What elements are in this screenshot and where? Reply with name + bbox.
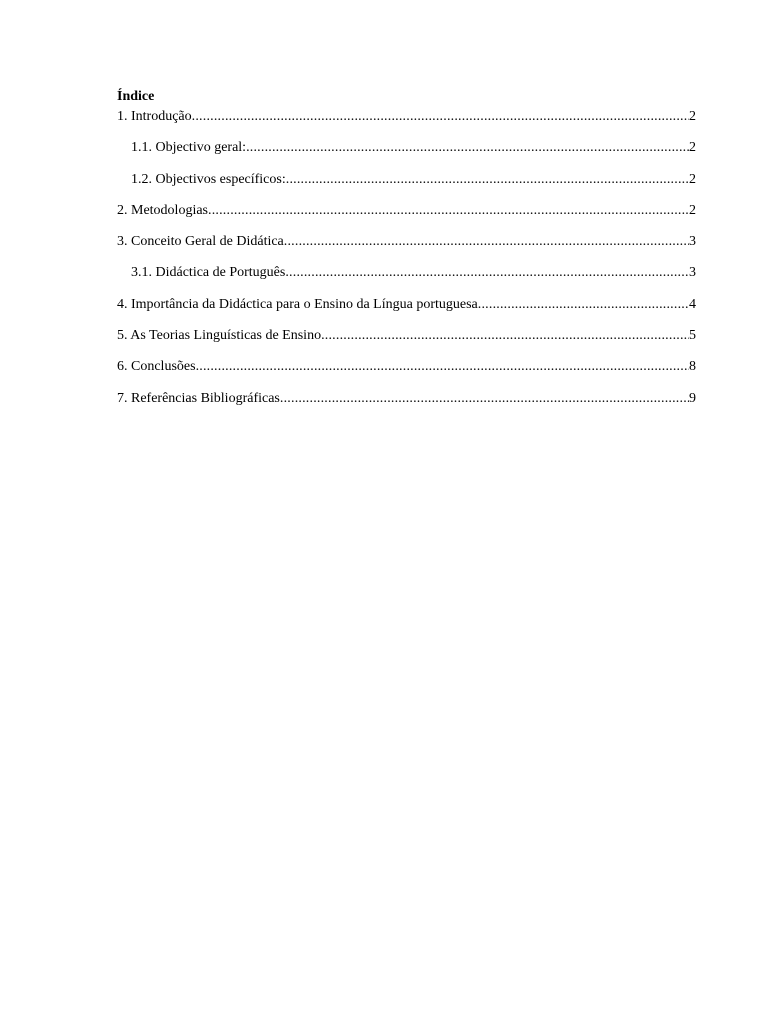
toc-entry-label: 1.1. Objectivo geral: [131, 140, 247, 156]
toc-entry-label: 2. Metodologias [117, 202, 208, 218]
toc-entry-label: 7. Referências Bibliográficas [117, 390, 280, 406]
toc-entry-didactica-portugues[interactable] [117, 263, 696, 283]
toc-dot-leader [246, 138, 689, 158]
toc-entry-importancia-didactica[interactable] [117, 295, 696, 315]
toc-entry-introducao[interactable] [117, 107, 696, 127]
toc-entry-page: 4 [689, 296, 696, 312]
toc-entry-label: 3.1. Didáctica de Português [131, 265, 286, 281]
toc-entry-label: 6. Conclusões [117, 359, 196, 375]
toc-entry-page: 3 [689, 234, 696, 250]
toc-entry-referencias[interactable] [117, 389, 696, 409]
toc-dot-leader [286, 170, 689, 190]
toc-dot-leader [478, 295, 689, 315]
toc-entry-label: 3. Conceito Geral de Didática [117, 234, 284, 250]
toc-entry-page: 9 [689, 390, 696, 406]
toc-entry-page: 3 [689, 265, 696, 281]
toc-entry-label: 4. Importância da Didáctica para o Ensino da Língua portuguesa [117, 296, 478, 312]
toc-entry-conceito-geral[interactable] [117, 232, 696, 252]
toc-dot-leader [192, 107, 689, 127]
toc-entry-objectivos-especificos[interactable] [117, 170, 696, 190]
toc-dot-leader [285, 263, 689, 283]
toc-dot-leader [196, 357, 689, 377]
toc-dot-leader [284, 232, 689, 252]
toc-entry-page: 2 [689, 140, 696, 156]
toc-entry-page: 5 [689, 328, 696, 344]
toc-entry-objectivo-geral[interactable] [117, 138, 696, 158]
toc-entry-page: 2 [689, 202, 696, 218]
toc-title: Índice [117, 89, 155, 104]
toc-entry-page: 2 [689, 171, 696, 187]
toc-entry-teorias-linguisticas[interactable] [117, 326, 696, 346]
toc-dot-leader [208, 201, 689, 221]
toc-entry-label: 1. Introdução [117, 109, 192, 124]
toc-entry-conclusoes[interactable] [117, 357, 696, 377]
toc-entry-page: 8 [689, 359, 696, 375]
toc-dot-leader [321, 326, 689, 346]
toc-entry-page: 2 [689, 109, 696, 124]
toc-entry-metodologias[interactable] [117, 201, 696, 221]
toc-entry-label: 5. As Teorias Linguísticas de Ensino [117, 328, 322, 344]
toc-entry-label: 1.2. Objectivos específicos: [131, 171, 286, 187]
table-of-contents [117, 88, 696, 420]
toc-dot-leader [280, 389, 689, 409]
